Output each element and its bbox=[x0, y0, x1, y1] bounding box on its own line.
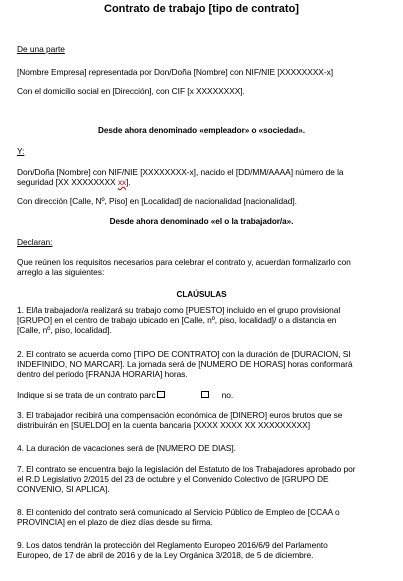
party-one-heading: De una parte bbox=[17, 44, 65, 54]
clause-8-line-1: 8. El contenido del contrato será comunicado al Servicio Público de Empleo de [CCAA o bbox=[17, 507, 340, 517]
spelling-flagged-text: xx bbox=[117, 177, 127, 187]
party-two-line-3: Con dirección [Calle, Nº, Piso] en [Localidad] de nacionalidad [nacionalidad]. bbox=[17, 196, 297, 206]
declaran-line-2: arreglo a las siguientes: bbox=[17, 267, 105, 277]
clause-1-line-1: 1. El/la trabajador/a realizará su trabajo como [PUESTO] incluido en el grupo provisional bbox=[17, 305, 341, 315]
clause-9-line-2: Europeo, de 17 de abril de 2016 y de la Ley Orgánica 3/2018, de 5 de diciembre. bbox=[17, 550, 314, 560]
clause-8-line-2: PROVINCIA] en el plazo de diez días desde su firma. bbox=[17, 517, 213, 527]
party-one-line-2: Con el domicilio social en [Dirección], con CIF [x XXXXXXXX]. bbox=[17, 86, 245, 96]
clause-3-line-1: 3. El trabajador recibirá una compensación económica de [DINERO] euros brutos que se bbox=[17, 410, 343, 420]
party-two-line-2-a: seguridad [XX XXXXXXXX bbox=[17, 177, 118, 187]
clause-2-line-3: dentro del periodo [FRANJA HORARIA] horas. bbox=[17, 369, 188, 379]
clause-7-line-2: el R.D Legislativo 2/2015 del 23 de octubre y el Convenido Colectivo de [GRUPO DE bbox=[17, 474, 329, 484]
worker-designation: Desde ahora denominado «el o la trabajador/a». bbox=[109, 217, 294, 226]
declaran-heading: Declaran: bbox=[17, 237, 53, 247]
clause-3-line-2: distribuirán en [SUELDO] en la cuenta bancaria [XXXX XXXX XX XXXXXXXXX] bbox=[17, 420, 310, 430]
checkbox-no[interactable] bbox=[201, 391, 209, 398]
party-two-line-2-c: ]. bbox=[126, 177, 131, 187]
clause-1-line-3: [Calle, nº, piso, localidad]. bbox=[17, 325, 112, 335]
clauses-heading: CLAÚSULAS bbox=[176, 290, 227, 299]
clause-7-line-1: 7. El contrato se encuentra bajo la legislación del Estatuto de los Trabajadores aprobado por bbox=[17, 464, 356, 474]
party-one-line-1: [Nombre Empresa] representada por Don/Doña [Nombre] con NIF/NIE [XXXXXXXX-x] bbox=[17, 67, 333, 77]
part-time-no-label: no. bbox=[221, 390, 234, 400]
party-two-line-2 bbox=[17, 177, 131, 187]
party-two-line-1: Don/Doña [Nombre] con NIF/NIE [XXXXXXXX-x], nacido el [DD/MM/AAAA] número de la bbox=[17, 167, 344, 177]
clause-7-line-3: CONVENIO, SI APLICA]. bbox=[17, 484, 110, 494]
declaran-line-1: Que reúnen los requisitos necesarios para celebrar el contrato y, acuerdan formalizarlo con bbox=[17, 257, 351, 267]
clause-2-line-2: INDEFINIDO, NO MARCAR]. La jornada será de [NUMERO DE HORAS] horas conformará bbox=[17, 359, 353, 369]
clause-4-line-1: 4. La duración de vacaciones será de [NUMERO DE DIAS]. bbox=[17, 443, 236, 453]
clause-2-line-1: 2. El contrato se acuerda como [TIPO DE CONTRATO] con la duración de [DURACION, SI bbox=[17, 349, 351, 359]
clause-9-line-1: 9. Los datos tendrán la protección del Reglamento Europeo 2016/6/9 del Parlamento bbox=[17, 540, 328, 550]
employer-designation: Desde ahora denominado «empleador» o «sociedad». bbox=[98, 126, 305, 135]
part-time-question: Indique si se trata de un contrato parc bbox=[17, 390, 156, 400]
document-title: Contrato de trabajo [tipo de contrato] bbox=[104, 3, 299, 15]
checkbox-yes[interactable] bbox=[157, 391, 165, 398]
party-two-heading: Y: bbox=[17, 146, 25, 156]
clause-2-line-4 bbox=[17, 390, 233, 400]
clause-1-line-2: [GRUPO] en el centro de trabajo ubicado en [Calle, nº, piso, localidad]/ o a distancia en bbox=[17, 315, 337, 325]
